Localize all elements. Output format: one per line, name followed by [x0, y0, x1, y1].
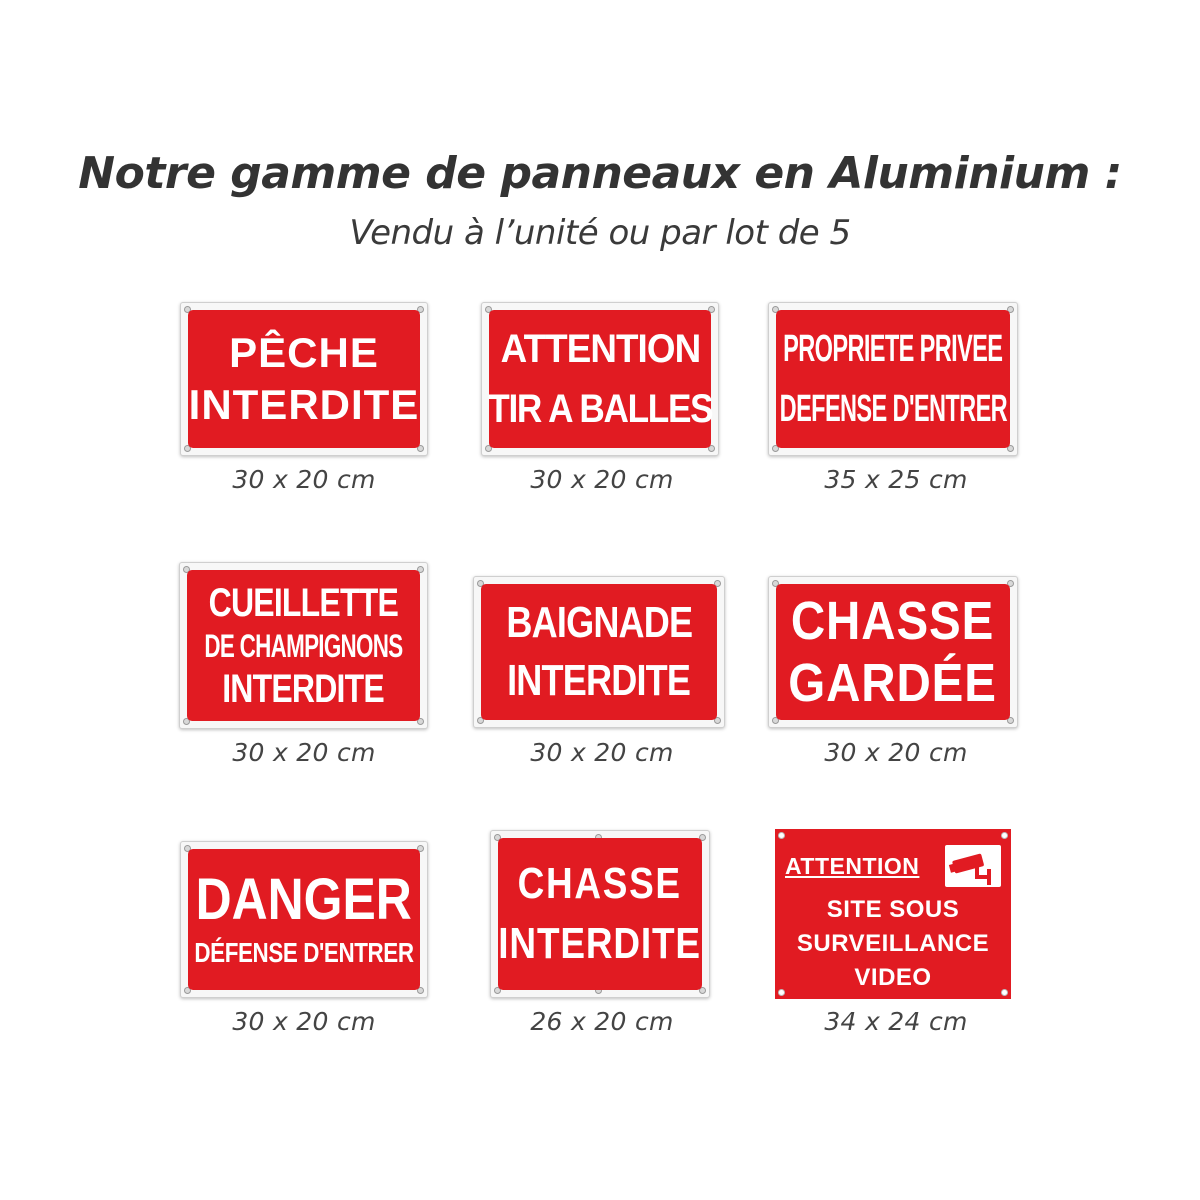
- sign-size-label: 30 x 20 cm: [530, 465, 674, 494]
- sign-line: CHASSE: [517, 859, 683, 908]
- mounting-hole: [778, 832, 785, 839]
- sign-line: ATTENTION: [785, 852, 920, 879]
- sign-attention-tir-a-balles: [481, 302, 719, 456]
- sign-plate: [481, 584, 717, 720]
- sign-line: DANGER: [195, 866, 413, 932]
- sign-size-label: 30 x 20 cm: [530, 738, 674, 767]
- surveillance-camera-icon: [945, 845, 1001, 887]
- sign-danger-defense-entrer: [180, 841, 428, 998]
- page-title: Notre gamme de panneaux en Aluminium :: [78, 148, 1122, 199]
- sign-cueillette-champignons: [179, 562, 428, 729]
- sign-line: PROPRIETE PRIVEE: [783, 328, 1003, 370]
- sign-line: PÊCHE: [229, 329, 379, 376]
- sign-line: INTERDITE: [498, 919, 702, 968]
- sign-line: SITE SOUS: [826, 896, 960, 923]
- sign-line: DÉFENSE D'ENTRER: [194, 936, 414, 968]
- sign-plate: [187, 570, 420, 721]
- sign-line: CUEILLETTE: [208, 580, 399, 625]
- sign-line: GARDÉE: [788, 653, 998, 713]
- sign-line: DE CHAMPIGNONS: [204, 627, 403, 664]
- sign-line: DEFENSE D'ENTRER: [779, 388, 1007, 430]
- page-subtitle: Vendu à l’unité ou par lot de 5: [349, 213, 851, 253]
- mounting-hole: [1001, 989, 1008, 996]
- sign-plate: [188, 310, 420, 448]
- sign-line: VIDEO: [854, 964, 932, 991]
- sign-size-label: 30 x 20 cm: [232, 738, 376, 767]
- sign-surveillance-video: [775, 829, 1011, 999]
- sign-size-label: 34 x 24 cm: [824, 1007, 968, 1036]
- sign-plate: [776, 584, 1010, 720]
- sign-chasse-interdite: [490, 830, 710, 998]
- sign-plate: [775, 829, 1011, 999]
- sign-plate: [188, 849, 420, 990]
- sign-line: TIR A BALLES: [487, 387, 713, 431]
- sign-chasse-gardee: [768, 576, 1018, 728]
- sign-peche-interdite: [180, 302, 428, 456]
- sign-line: INTERDITE: [222, 666, 385, 711]
- sign-line: BAIGNADE: [506, 598, 692, 647]
- mounting-hole: [1001, 832, 1008, 839]
- sign-line: INTERDITE: [507, 656, 691, 705]
- sign-line: SURVEILLANCE: [796, 930, 990, 957]
- sign-size-label: 30 x 20 cm: [232, 1007, 376, 1036]
- sign-plate: [489, 310, 711, 448]
- sign-line: CHASSE: [791, 591, 995, 651]
- sign-size-label: 30 x 20 cm: [232, 465, 376, 494]
- sign-size-label: 30 x 20 cm: [824, 738, 968, 767]
- sign-line: ATTENTION: [500, 327, 700, 371]
- sign-size-label: 26 x 20 cm: [530, 1007, 674, 1036]
- sign-plate: [498, 838, 702, 990]
- sign-line: INTERDITE: [188, 381, 420, 428]
- sign-header-row: [785, 845, 1001, 887]
- sign-baignade-interdite: [473, 576, 725, 728]
- mounting-hole: [778, 989, 785, 996]
- sign-propriete-privee: [768, 302, 1018, 456]
- sign-plate: [776, 310, 1010, 448]
- sign-size-label: 35 x 25 cm: [824, 465, 968, 494]
